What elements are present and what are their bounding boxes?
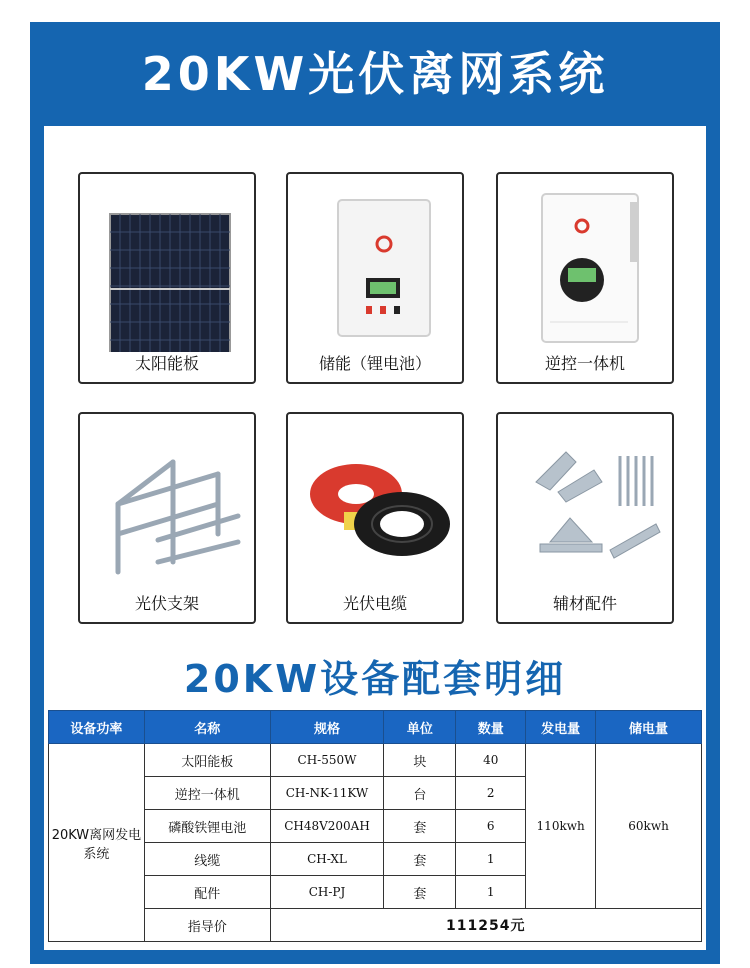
price-label: 指导价 — [144, 909, 270, 942]
row-unit: 套 — [384, 810, 456, 843]
product-label-bracket: 光伏支架 — [134, 594, 199, 613]
header-storage: 储电量 — [596, 711, 702, 744]
product-card-accessories[interactable] — [496, 412, 674, 624]
header-generation: 发电量 — [526, 711, 596, 744]
product-card-cable[interactable] — [286, 412, 464, 624]
row-spec: CH-550W — [270, 744, 384, 777]
solar-panel-icon — [88, 182, 246, 352]
row-unit: 块 — [384, 744, 456, 777]
header-unit: 单位 — [384, 711, 456, 744]
row-spec: CH-PJ — [270, 876, 384, 909]
product-card-battery[interactable] — [286, 172, 464, 384]
row-name: 线缆 — [144, 843, 270, 876]
row-name: 磷酸铁锂电池 — [144, 810, 270, 843]
header-power: 设备功率 — [49, 711, 145, 744]
product-label-inverter: 逆控一体机 — [544, 354, 625, 373]
storage-cell: 60kwh — [596, 744, 702, 909]
row-name: 太阳能板 — [144, 744, 270, 777]
table-title: 20KW设备配套明细 — [183, 657, 567, 701]
row-name: 逆控一体机 — [144, 777, 270, 810]
row-spec: CH-XL — [270, 843, 384, 876]
row-spec: CH48V200AH — [270, 810, 384, 843]
pv-cable-icon — [296, 422, 454, 592]
row-qty: 6 — [456, 810, 526, 843]
product-card-solar-panel[interactable] — [78, 172, 256, 384]
inverter-icon — [506, 182, 664, 352]
spec-table — [48, 710, 702, 942]
battery-storage-icon — [296, 182, 454, 352]
price-row — [49, 909, 702, 942]
row-spec: CH-NK-11KW — [270, 777, 384, 810]
row-unit: 台 — [384, 777, 456, 810]
accessories-icon — [506, 422, 664, 592]
product-label-accessories: 辅材配件 — [552, 594, 617, 613]
page-title: 20KW光伏离网系统 — [30, 22, 720, 122]
table-row — [49, 744, 702, 777]
system-name-cell: 20KW离网发电系统 — [49, 744, 145, 942]
generation-cell: 110kwh — [526, 744, 596, 909]
row-qty: 1 — [456, 843, 526, 876]
product-label-cable: 光伏电缆 — [342, 594, 407, 613]
product-label-solar-panel: 太阳能板 — [134, 354, 199, 373]
mounting-bracket-icon — [88, 422, 246, 592]
row-unit: 套 — [384, 876, 456, 909]
row-qty: 40 — [456, 744, 526, 777]
product-card-bracket[interactable] — [78, 412, 256, 624]
row-unit: 套 — [384, 843, 456, 876]
table-header-row — [49, 711, 702, 744]
row-name: 配件 — [144, 876, 270, 909]
product-card-inverter[interactable] — [496, 172, 674, 384]
price-value: 111254元 — [270, 909, 701, 942]
product-label-battery: 储能（锂电池） — [318, 354, 431, 373]
header-spec: 规格 — [270, 711, 384, 744]
header-name: 名称 — [144, 711, 270, 744]
header-qty: 数量 — [456, 711, 526, 744]
row-qty: 1 — [456, 876, 526, 909]
row-qty: 2 — [456, 777, 526, 810]
